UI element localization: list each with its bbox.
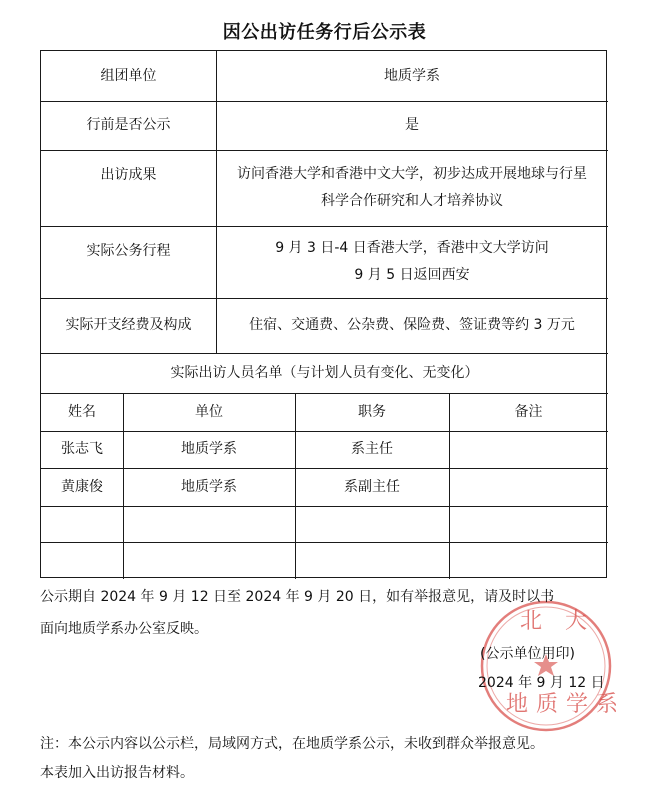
row-label-results: 出访成果 [100, 166, 157, 183]
person-position: 系主任 [351, 441, 393, 457]
person-position [295, 542, 449, 579]
row-value-organizer: 地质学系 [384, 67, 440, 84]
row-label-expenses: 实际开支经费及构成 [65, 317, 192, 333]
person-note [449, 542, 608, 579]
row-value-pre-disclosure: 是 [405, 117, 419, 133]
row-label-pre-disclosure: 行前是否公示 [86, 117, 171, 133]
row-value-itinerary [216, 226, 608, 298]
person-note [449, 468, 608, 506]
person-note [449, 431, 608, 468]
footnote-line-2: 本表加入出访报告材料。 [40, 765, 194, 781]
footnote-line-1: 注：本公示内容以公示栏，局域网方式，在地质学系公示，未收到群众举报意见。 [40, 736, 544, 752]
person-position [295, 506, 449, 542]
seal-label: (公示单位用印) [480, 646, 575, 662]
notice-line-1: 公示期自 2024 年 9 月 12 日至 2024 年 9 月 20 日，如有举报意见，请及时以书 [40, 589, 555, 605]
row-label-itinerary: 实际公务行程 [86, 242, 171, 259]
row-value-results [216, 150, 608, 226]
person-name [41, 542, 123, 579]
person-name [41, 506, 123, 542]
notice-line-2: 面向地质学系办公室反映。 [40, 621, 208, 637]
row-label-organizer: 组团单位 [100, 67, 157, 84]
column-header-position: 职务 [358, 403, 386, 420]
row-value-expenses: 住宿、交通费、公杂费、保险费、签证费等约 3 万元 [249, 317, 575, 333]
column-header-name: 姓名 [68, 403, 96, 420]
results-line: 访问香港大学和香港中文大学，初步达成开展地球与行星 [237, 165, 587, 182]
person-unit: 地质学系 [181, 441, 237, 457]
column-header-unit: 单位 [195, 403, 223, 420]
disclosure-date: 2024 年 9 月 12 日 [478, 675, 605, 691]
person-name: 张志飞 [61, 441, 103, 457]
seal-text-top: 北 大 [520, 609, 595, 634]
personnel-header: 实际出访人员名单（与计划人员有变化、无变化） [170, 364, 479, 381]
disclosure-table [40, 50, 607, 578]
itinerary-line: 9 月 3 日-4 日香港大学，香港中文大学访问 [275, 239, 549, 256]
results-line: 科学合作研究和人才培养协议 [321, 193, 503, 209]
person-position: 系副主任 [344, 478, 400, 495]
column-header-note: 备注 [514, 403, 543, 420]
person-note [449, 506, 608, 542]
person-name: 黄康俊 [61, 478, 103, 495]
itinerary-line: 9 月 5 日返回西安 [354, 267, 470, 283]
person-unit [123, 542, 295, 579]
person-unit: 地质学系 [181, 478, 237, 495]
seal-text-bottom: 地质学系 [506, 692, 627, 717]
person-unit [123, 506, 295, 542]
page-title: 因公出访任务行后公示表 [222, 22, 427, 43]
